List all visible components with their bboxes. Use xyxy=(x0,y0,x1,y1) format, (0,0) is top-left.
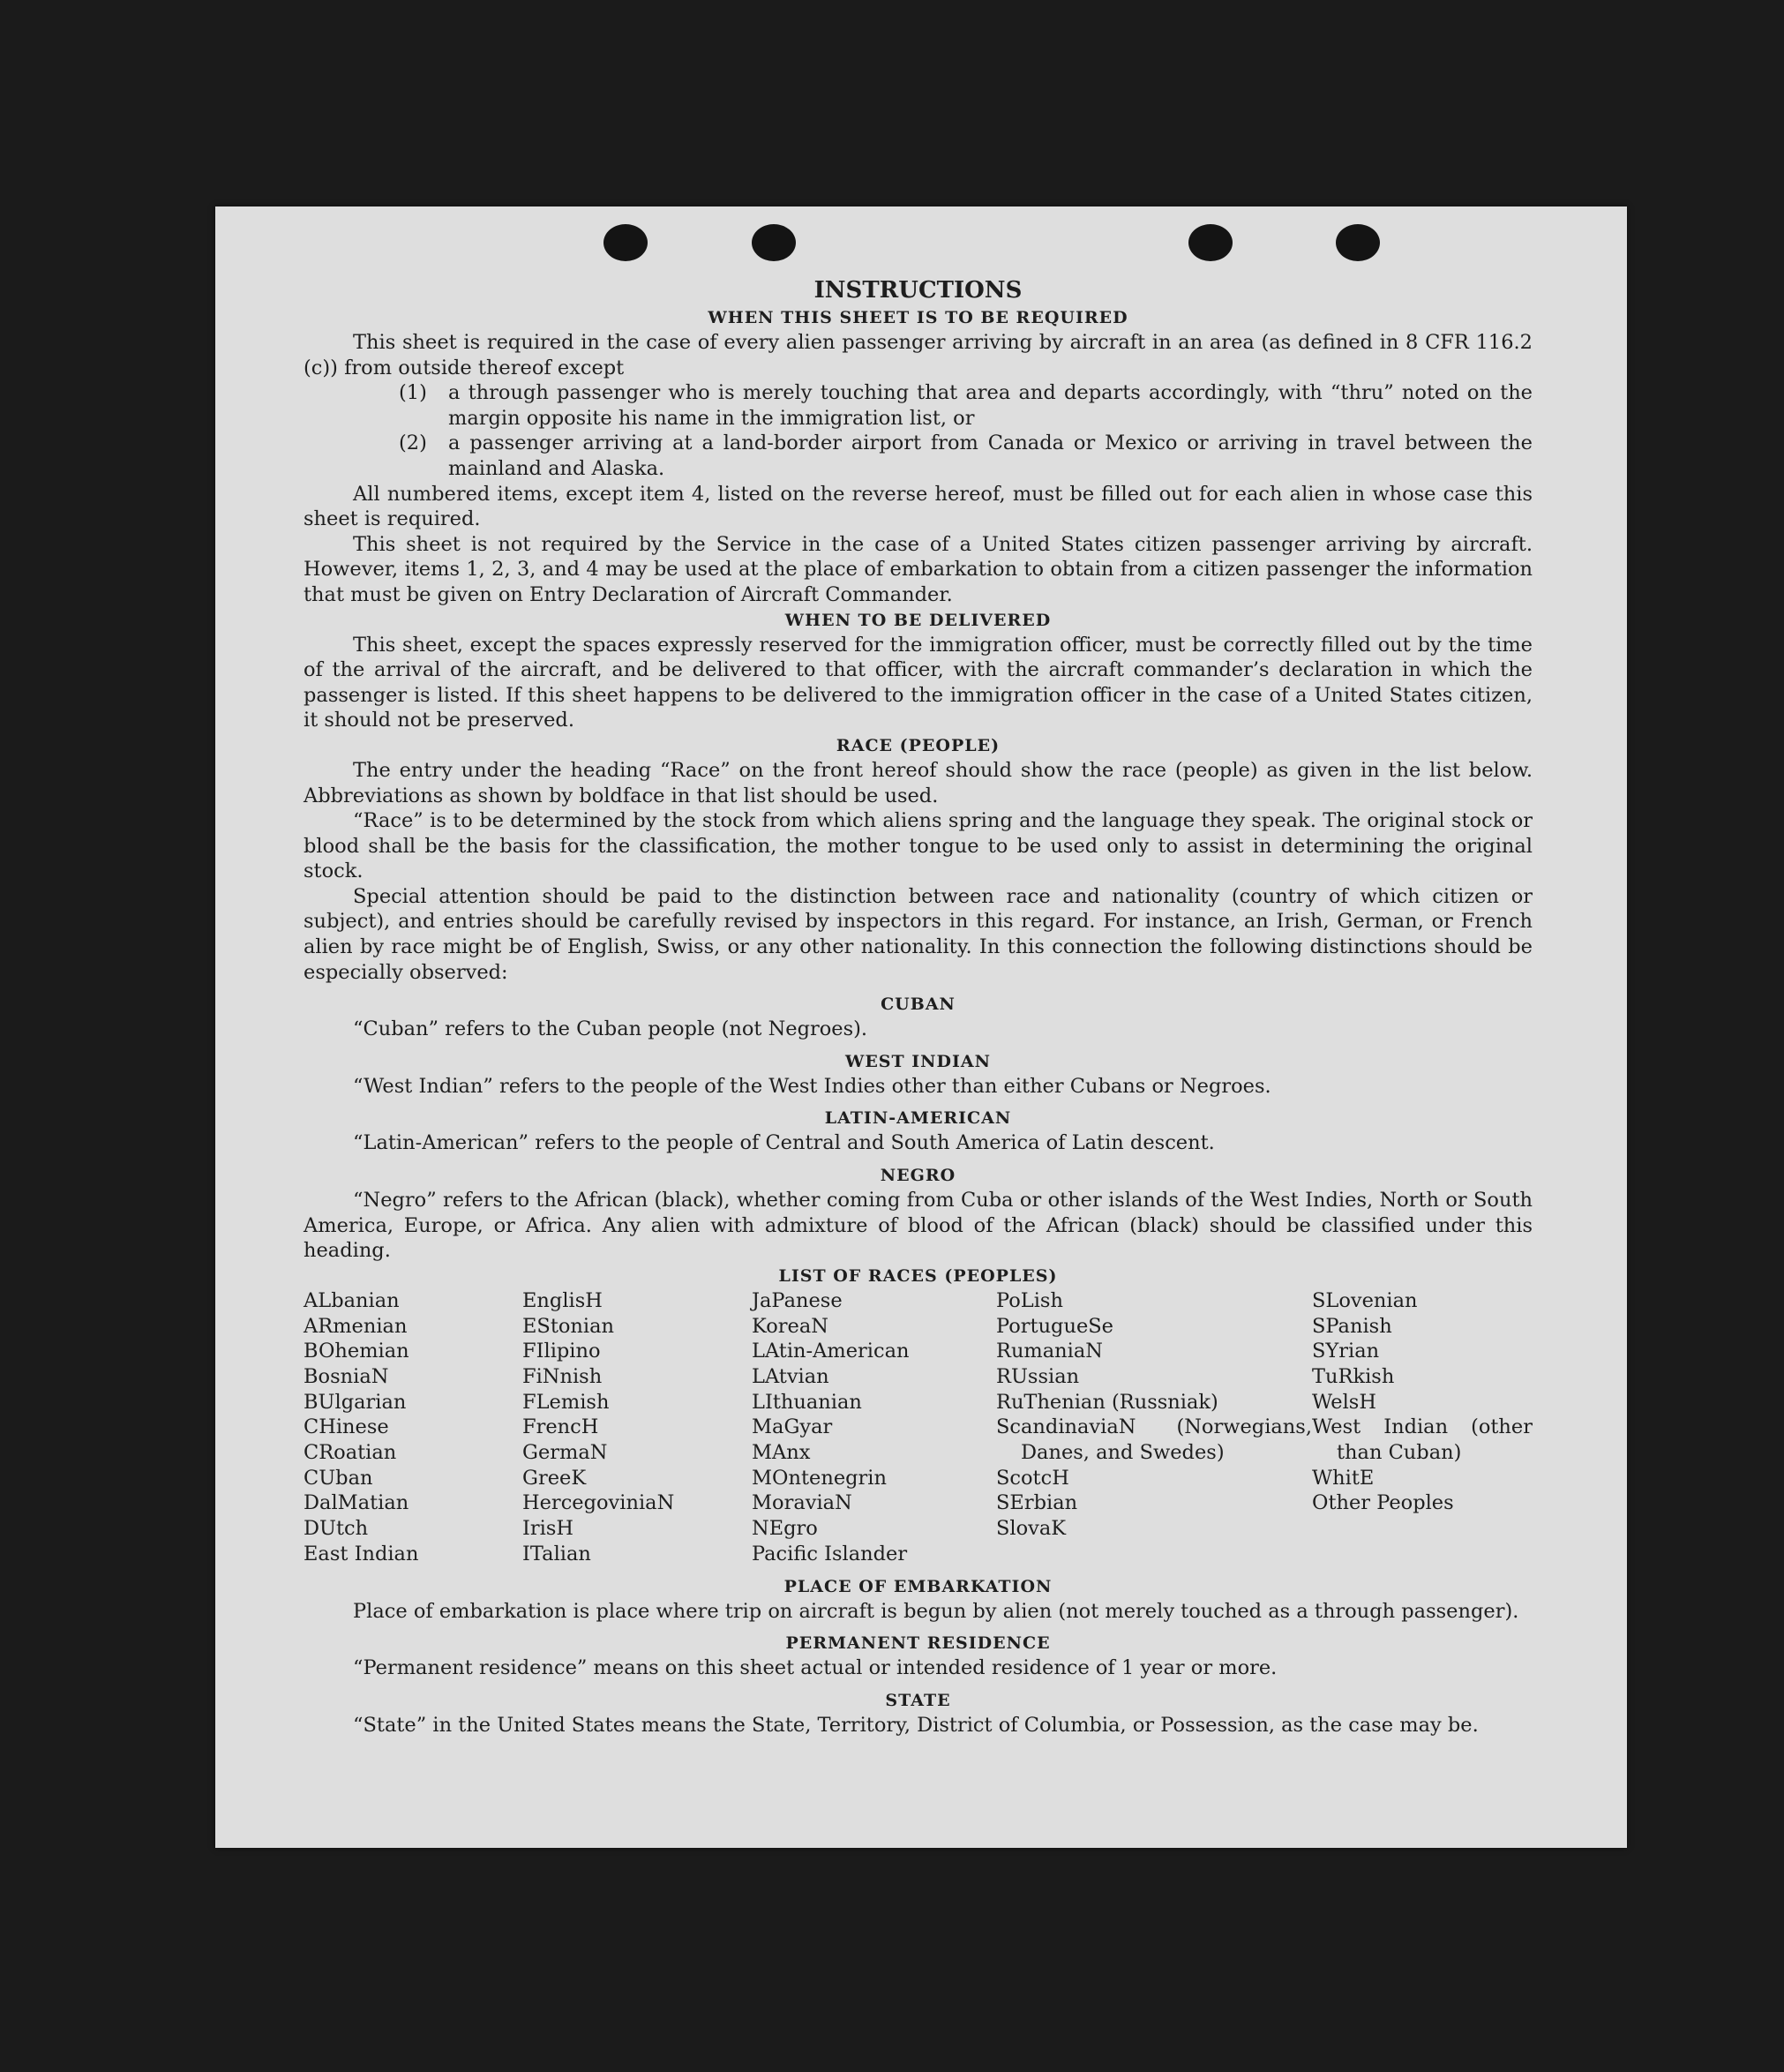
race-item: CHinese xyxy=(304,1415,389,1439)
race-item: GreeK xyxy=(522,1466,587,1490)
race-item: IrisH xyxy=(522,1517,574,1541)
heading-state: STATE xyxy=(885,1690,951,1710)
punch-hole xyxy=(603,224,648,261)
race-item: EnglisH xyxy=(522,1288,603,1312)
exception-number: (2) xyxy=(399,432,427,455)
race-item: DUtch xyxy=(304,1517,369,1541)
heading-race: RACE (PEOPLE) xyxy=(836,735,1001,755)
required-intro: This sheet is required in the case of every alien passenger arriving by aircraft in an area (as defined in 8 CFR 116.2 (c)) from outside thereof except xyxy=(304,331,1533,379)
race-item: ScotcH xyxy=(996,1466,1069,1490)
heading-negro: NEGRO xyxy=(880,1166,956,1186)
required-para: All numbered items, except item 4, listed on the reverse hereof, must be filled out for each alien in whose case this sheet is required. xyxy=(304,482,1533,531)
race-item: MOntenegrin xyxy=(752,1466,887,1490)
cuban-text: “Cuban” refers to the Cuban people (not Negroes). xyxy=(353,1017,868,1041)
race-item: DalMatian xyxy=(304,1491,409,1515)
race-item: NEgro xyxy=(752,1517,818,1541)
heading-latin-american: LATIN-AMERICAN xyxy=(824,1108,1012,1129)
race-column xyxy=(996,1288,1312,1567)
race-column xyxy=(1312,1288,1533,1567)
latin-american-text: “Latin-American” refers to the people of Central and South America of Latin descent. xyxy=(353,1131,1215,1155)
race-column xyxy=(304,1288,522,1567)
race-item: HercegoviniaN xyxy=(522,1491,675,1515)
race-para: Special attention should be paid to the distinction between race and nationality (country of which citizen or subject), and entries should be carefully revised by inspectors in this regard. For instance, an Irish, German, or French alien by race might be of English, Swiss, or any other nationality. In this connection the following distinctions should be especially observed: xyxy=(304,884,1533,984)
race-item: SLovenian xyxy=(1312,1288,1418,1312)
race-para: The entry under the heading “Race” on the front hereof should show the race (people) as given in the list below. Abbreviations as shown by boldface in that list should be used. xyxy=(304,758,1533,807)
race-item: Pacific Islander xyxy=(752,1542,908,1565)
race-item: PortugueSe xyxy=(996,1314,1114,1338)
state-text: “State” in the United States means the State, Territory, District of Columbia, or Possession, as the case may be. xyxy=(353,1713,1479,1737)
race-item: LAtin-American xyxy=(752,1340,910,1363)
race-item: ScandinaviaN (Norwegians, Danes, and Swedes) xyxy=(996,1415,1312,1465)
heading-west-indian: WEST INDIAN xyxy=(844,1051,992,1071)
negro-text: “Negro” refers to the African (black), whether coming from Cuba or other islands of the West Indies, North or South America, Europe, or Africa. Any alien with admixture of blood of the African (black) should be classified under this heading. xyxy=(304,1189,1533,1263)
race-item: FLemish xyxy=(522,1390,610,1414)
race-item: JaPanese xyxy=(752,1288,843,1312)
race-item: KoreaN xyxy=(752,1314,828,1338)
required-para: This sheet is not required by the Service in the case of a United States citizen passenger arriving by aircraft. However, items 1, 2, 3, and 4 may be used at the place of embarkation to obtain from a citizen passenger the information that must be given on Entry Declaration of Aircraft Commander. xyxy=(304,532,1533,606)
exception-item xyxy=(304,380,1533,431)
exception-item xyxy=(304,431,1533,481)
race-item: Other Peoples xyxy=(1312,1491,1454,1515)
race-item: BUlgarian xyxy=(304,1390,407,1414)
race-item: CRoatian xyxy=(304,1441,397,1465)
race-item: GermaN xyxy=(522,1441,608,1465)
heading-list-of-races: LIST OF RACES (PEOPLES) xyxy=(778,1265,1058,1286)
race-item: RuThenian (Russniak) xyxy=(996,1390,1218,1414)
race-para: “Race” is to be determined by the stock from which aliens spring and the language they speak. The original stock or blood shall be the basis for the classification, the mother tongue to be used only to assist in determining the original stock. xyxy=(304,809,1533,883)
race-item: ITalian xyxy=(522,1542,591,1565)
race-item: LIthuanian xyxy=(752,1390,862,1414)
race-item: ARmenian xyxy=(304,1314,408,1338)
race-item: CUban xyxy=(304,1466,373,1490)
race-item: MoraviaN xyxy=(752,1491,852,1515)
delivered-text: This sheet, except the spaces expressly reserved for the immigration officer, must be correctly filled out by the time of the arrival of the aircraft, and be delivered to that officer, with the aircraft commander’s declaration in which the passenger is listed. If this sheet happens to be delivered to the immigration officer in the case of a United States citizen, it should not be preserved. xyxy=(304,633,1533,732)
race-item: FIlipino xyxy=(522,1340,601,1363)
race-item: LAtvian xyxy=(752,1364,829,1388)
exception-text: a passenger arriving at a land-border airport from Canada or Mexico or arriving in travel between the mainland and Alaska. xyxy=(448,432,1533,480)
exception-number: (1) xyxy=(399,381,427,405)
race-item: FiNnish xyxy=(522,1364,603,1388)
race-item: TuRkish xyxy=(1312,1364,1395,1388)
punch-hole xyxy=(1336,224,1380,261)
page-title: INSTRUCTIONS xyxy=(813,277,1023,304)
race-item: RUssian xyxy=(996,1364,1080,1388)
race-item: SErbian xyxy=(996,1491,1078,1515)
race-item: West Indian (other than Cuban) xyxy=(1312,1415,1533,1465)
exception-text: a through passenger who is merely touching that area and departs accordingly, with “thru” noted on the margin opposite his name in the immigration list, or xyxy=(448,381,1533,430)
heading-when-required: WHEN THIS SHEET IS TO BE REQUIRED xyxy=(708,308,1128,327)
race-column xyxy=(522,1288,752,1567)
race-item: WelsH xyxy=(1312,1390,1376,1414)
race-item: SYrian xyxy=(1312,1340,1380,1363)
race-column xyxy=(752,1288,996,1567)
west-indian-text: “West Indian” refers to the people of the West Indies other than either Cubans or Negroes. xyxy=(353,1074,1271,1098)
race-item: EStonian xyxy=(522,1314,615,1338)
heading-embarkation: PLACE OF EMBARKATION xyxy=(783,1576,1053,1596)
embarkation-text: Place of embarkation is place where trip on aircraft is begun by alien (not merely touched as a through passenger). xyxy=(353,1599,1519,1623)
race-item: SPanish xyxy=(1312,1314,1392,1338)
race-item: BOhemian xyxy=(304,1340,409,1363)
race-item: FrencH xyxy=(522,1415,599,1439)
punch-hole xyxy=(1188,224,1233,261)
race-item: MaGyar xyxy=(752,1415,833,1439)
instructions-content xyxy=(304,275,1533,1738)
race-item: RumaniaN xyxy=(996,1340,1103,1363)
race-item: MAnx xyxy=(752,1441,811,1465)
race-item: PoLish xyxy=(996,1288,1063,1312)
race-item: East Indian xyxy=(304,1542,419,1565)
punch-hole xyxy=(752,224,796,261)
heading-permanent-residence: PERMANENT RESIDENCE xyxy=(785,1633,1051,1654)
race-item: ALbanian xyxy=(304,1288,400,1312)
race-item: WhitE xyxy=(1312,1466,1375,1490)
race-item: BosniaN xyxy=(304,1364,389,1388)
document-sheet xyxy=(215,206,1627,1848)
race-list xyxy=(304,1288,1533,1567)
heading-cuban: CUBAN xyxy=(881,995,956,1015)
residence-text: “Permanent residence” means on this sheet actual or intended residence of 1 year or more. xyxy=(353,1656,1278,1680)
race-item: SlovaK xyxy=(996,1517,1067,1541)
heading-when-delivered: WHEN TO BE DELIVERED xyxy=(784,610,1052,630)
